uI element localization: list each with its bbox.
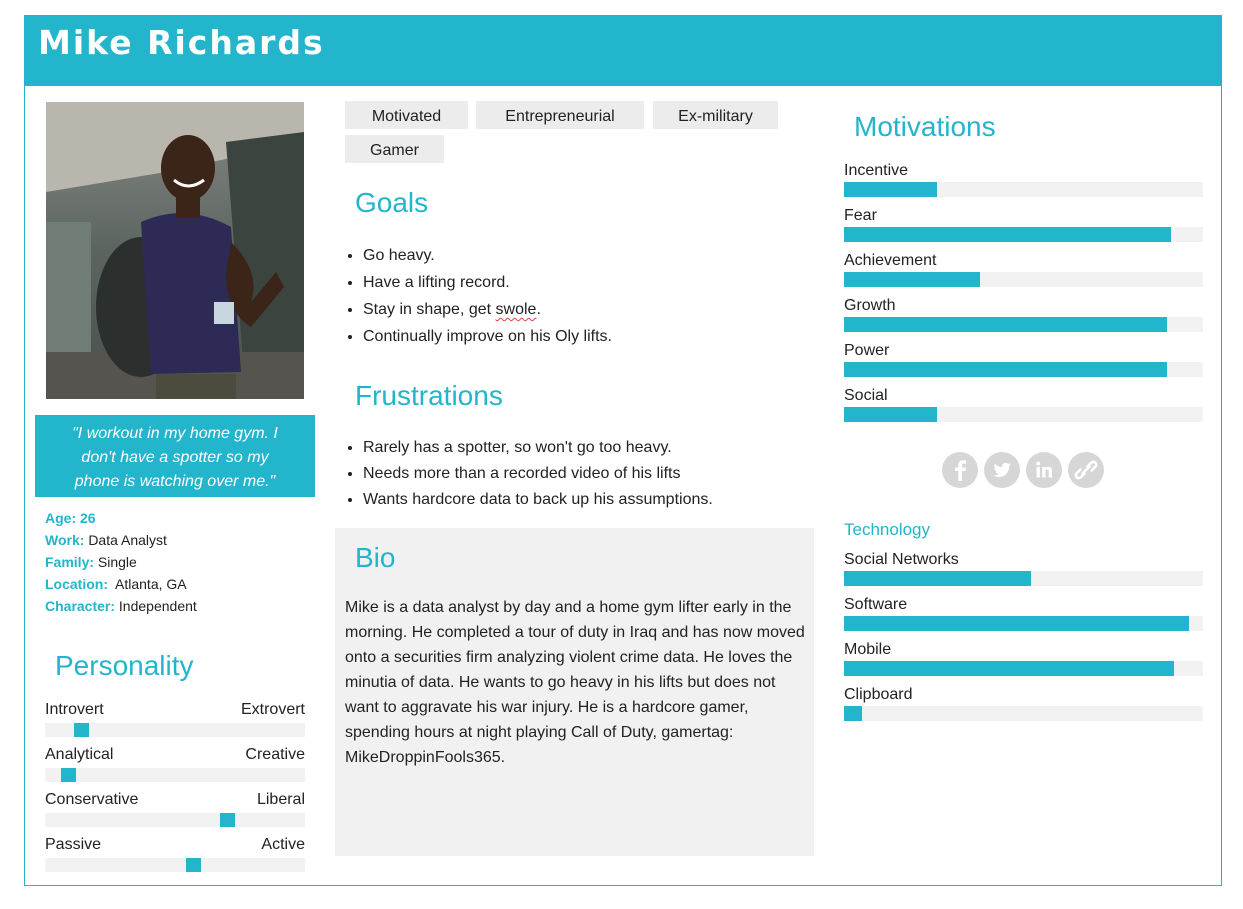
- tag-gamer: Gamer: [345, 135, 444, 163]
- tech-clipboard: Clipboard: [844, 686, 1204, 731]
- persona-name: Mike Richards: [38, 23, 325, 62]
- list-item: • Needs more than a recorded video of his lifts: [363, 461, 713, 487]
- trait-slider-knob: [61, 768, 76, 782]
- tech-bar-fill: [844, 571, 1031, 586]
- trait-slider-knob: [220, 813, 235, 827]
- tech-bar-fill: [844, 661, 1174, 676]
- motivation-bar-fill: [844, 362, 1167, 377]
- goals-title: Goals: [355, 187, 429, 218]
- bio-title: Bio: [355, 542, 396, 573]
- tag-entrepreneurial: Entrepreneurial: [476, 101, 644, 129]
- fact-location: Location: Atlanta, GA: [45, 576, 187, 592]
- persona-photo-illustration: [46, 102, 304, 399]
- goals-list: [345, 242, 612, 350]
- persona-quote: "I workout in my home gym. I don't have a spotter so my phone is watching over me.": [35, 415, 315, 497]
- trait-slider-knob: [186, 858, 201, 872]
- trait-analytical-creative: Analytical Creative: [45, 746, 305, 786]
- motivation-growth: Growth: [844, 297, 1204, 342]
- tech-bar-fill: [844, 706, 862, 721]
- motivation-bar-fill: [844, 317, 1167, 332]
- frustrations-list: [345, 435, 713, 513]
- header-bar: [25, 16, 1221, 86]
- motivations-title: Motivations: [854, 111, 996, 142]
- bio-text: Mike is a data analyst by day and a home gym lifter early in the morning. He completed a tour of duty in Iraq and has now moved onto a securities firm analyzing violent crime data. He loves the minutia of data. He wants to go heavy in his lifts but does not want to aggravate his war injury. He is a hardcore gamer, spending hours at night playing Call of Duty, gamertag: MikeDroppinFools365.: [345, 599, 805, 766]
- tech-software: Software: [844, 596, 1204, 641]
- facebook-icon[interactable]: [942, 452, 978, 488]
- frustrations-title: Frustrations: [355, 380, 503, 411]
- motivation-power: Power: [844, 342, 1204, 387]
- trait-conservative-liberal: Conservative Liberal: [45, 791, 305, 831]
- trait-introvert-extrovert: Introvert Extrovert: [45, 701, 305, 741]
- personality-title: Personality: [55, 650, 194, 681]
- misspelled-word: swole: [495, 301, 537, 318]
- bio-panel: [335, 528, 814, 856]
- social-links: [942, 452, 1107, 488]
- technology-title: Technology: [844, 520, 931, 539]
- trait-slider-knob: [74, 723, 89, 737]
- list-item: • Continually improve on his Oly lifts.: [363, 323, 612, 350]
- persona-photo: [46, 102, 304, 399]
- tech-mobile: Mobile: [844, 641, 1204, 686]
- fact-character: Character: Independent: [45, 598, 197, 614]
- list-item: • Go heavy.: [363, 242, 612, 269]
- link-icon[interactable]: [1068, 452, 1104, 488]
- motivation-incentive: Incentive: [844, 162, 1204, 207]
- motivation-achievement: Achievement: [844, 252, 1204, 297]
- motivation-bar-fill: [844, 407, 937, 422]
- trait-passive-active: Passive Active: [45, 836, 305, 876]
- fact-family: Family: Single: [45, 554, 137, 570]
- motivation-bar-fill: [844, 182, 937, 197]
- list-item: • Have a lifting record.: [363, 269, 612, 296]
- motivation-fear: Fear: [844, 207, 1204, 252]
- tag-motivated: Motivated: [345, 101, 468, 129]
- motivation-bar-fill: [844, 272, 980, 287]
- tag-ex-military: Ex-military: [653, 101, 778, 129]
- linkedin-icon[interactable]: [1026, 452, 1062, 488]
- motivation-bar-fill: [844, 227, 1171, 242]
- list-item: • Stay in shape, get swole.: [363, 296, 612, 323]
- twitter-icon[interactable]: [984, 452, 1020, 488]
- list-item: • Wants hardcore data to back up his assumptions.: [363, 487, 713, 513]
- persona-facts: [45, 507, 315, 617]
- fact-age: Age: 26: [45, 510, 96, 526]
- fact-work: Work: Data Analyst: [45, 532, 167, 548]
- tech-social-networks: Social Networks: [844, 551, 1204, 596]
- tech-bar-fill: [844, 616, 1189, 631]
- motivation-social: Social: [844, 387, 1204, 432]
- list-item: • Rarely has a spotter, so won't go too heavy.: [363, 435, 713, 461]
